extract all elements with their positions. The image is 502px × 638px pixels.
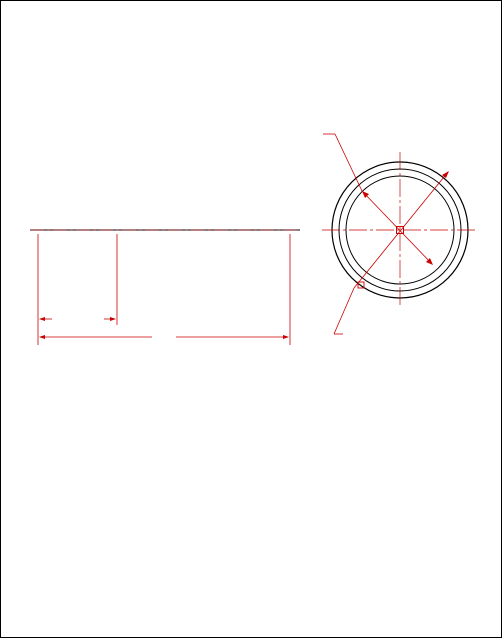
outside-leader [334, 288, 354, 334]
free-arrow-right [283, 335, 289, 339]
inside-leader [335, 134, 362, 191]
inside-diameter-line [362, 191, 432, 264]
solid-arrow-left [39, 317, 45, 321]
solid-arrow-right [110, 317, 116, 321]
free-arrow-left [39, 335, 45, 339]
